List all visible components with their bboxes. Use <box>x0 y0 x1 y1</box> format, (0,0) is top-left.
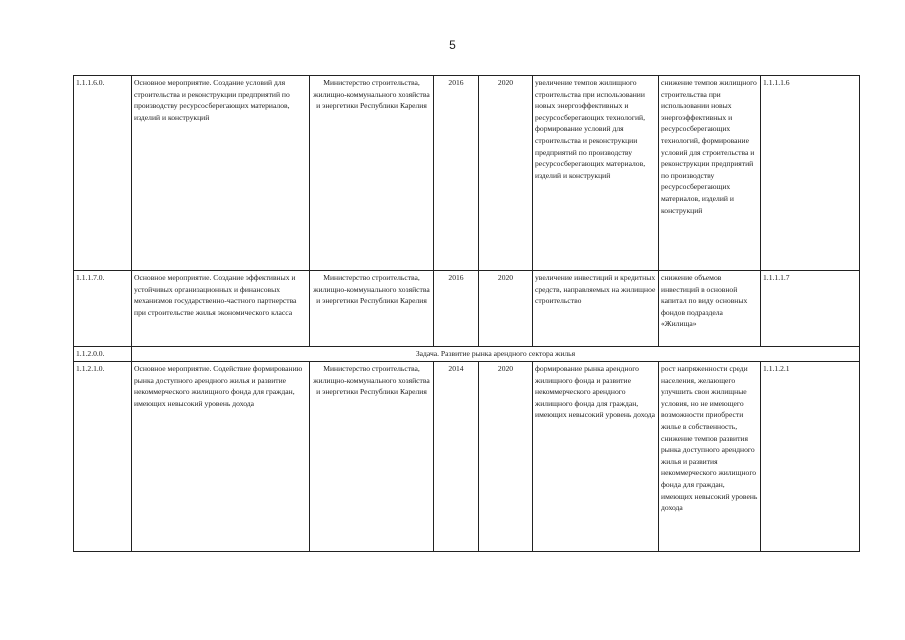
measure-start-year: 2016 <box>434 76 479 271</box>
measure-end-year: 2020 <box>479 76 533 271</box>
measure-name: Основное мероприятие. Создание эффективных и устойчивых организационных и финансовых механизмов государственно-частного партнерства при строительстве жилья экономического класса <box>132 271 310 347</box>
measure-consequence: рост напряженности среди населения, желающего улучшить свои жилищные условия, но не имеющего возможности приобрести жилье в собственность, снижение темпов развития рынка доступного арендного жилья и развития некоммерческого жилищного фонда для граждан, имеющих невысокий уровень дохода <box>659 362 761 552</box>
measure-executor: Министерство строительства, жилищно-коммунального хозяйства и энергетики Республики Карелия <box>310 362 434 552</box>
measure-executor: Министерство строительства, жилищно-коммунального хозяйства и энергетики Республики Карелия <box>310 76 434 271</box>
task-title: Задача. Развитие рынка арендного сектора жилья <box>132 347 860 362</box>
program-measures-table <box>73 75 860 552</box>
measure-indicator: 1.1.1.1.6 <box>761 76 860 271</box>
measure-end-year: 2020 <box>479 271 533 347</box>
measure-code: 1.1.2.1.0. <box>74 362 132 552</box>
table-row <box>74 76 860 271</box>
measure-start-year: 2014 <box>434 362 479 552</box>
measure-code: 1.1.1.7.0. <box>74 271 132 347</box>
measure-expected-result: увеличение темпов жилищного строительства при использовании новых энергоэффективных и ресурсосберегающих технологий, формирование условий для строительства и реконструкции предприятий по производству ресурсосберегающих материалов, изделий и конструкций <box>533 76 659 271</box>
measure-expected-result: формирование рынка арендного жилищного фонда и развитие некоммерческого арендного жилищного фонда для граждан, имеющих невысокий уровень дохода <box>533 362 659 552</box>
table-row <box>74 271 860 347</box>
measure-name: Основное мероприятие. Создание условий для строительства и реконструкции предприятий по производству ресурсосберегающих материалов, изделий и конструкций <box>132 76 310 271</box>
measure-consequence: снижение объемов инвестиций в основной капитал по виду основных фондов подраздела «Жилища» <box>659 271 761 347</box>
table-row <box>74 362 860 552</box>
measure-indicator: 1.1.1.1.7 <box>761 271 860 347</box>
task-row <box>74 347 860 362</box>
page-number: 5 <box>449 38 456 52</box>
task-code: 1.1.2.0.0. <box>74 347 132 362</box>
measure-code: 1.1.1.6.0. <box>74 76 132 271</box>
measure-start-year: 2016 <box>434 271 479 347</box>
measure-expected-result: увеличение инвестиций и кредитных средств, направляемых на жилищное строительство <box>533 271 659 347</box>
measure-consequence: снижение темпов жилищного строительства при использовании новых энергоэффективных и ресурсосберегающих технологий, формирование условий для строительства и реконструкции предприятий по производству ресурсосберегающих материалов, изделий и конструкций <box>659 76 761 271</box>
measure-executor: Министерство строительства, жилищно-коммунального хозяйства и энергетики Республики Карелия <box>310 271 434 347</box>
measure-end-year: 2020 <box>479 362 533 552</box>
measure-indicator: 1.1.1.2.1 <box>761 362 860 552</box>
measure-name: Основное мероприятие. Содействие формированию рынка доступного арендного жилья и развитие некоммерческого жилищного фонда для граждан, имеющих невысокий уровень дохода <box>132 362 310 552</box>
